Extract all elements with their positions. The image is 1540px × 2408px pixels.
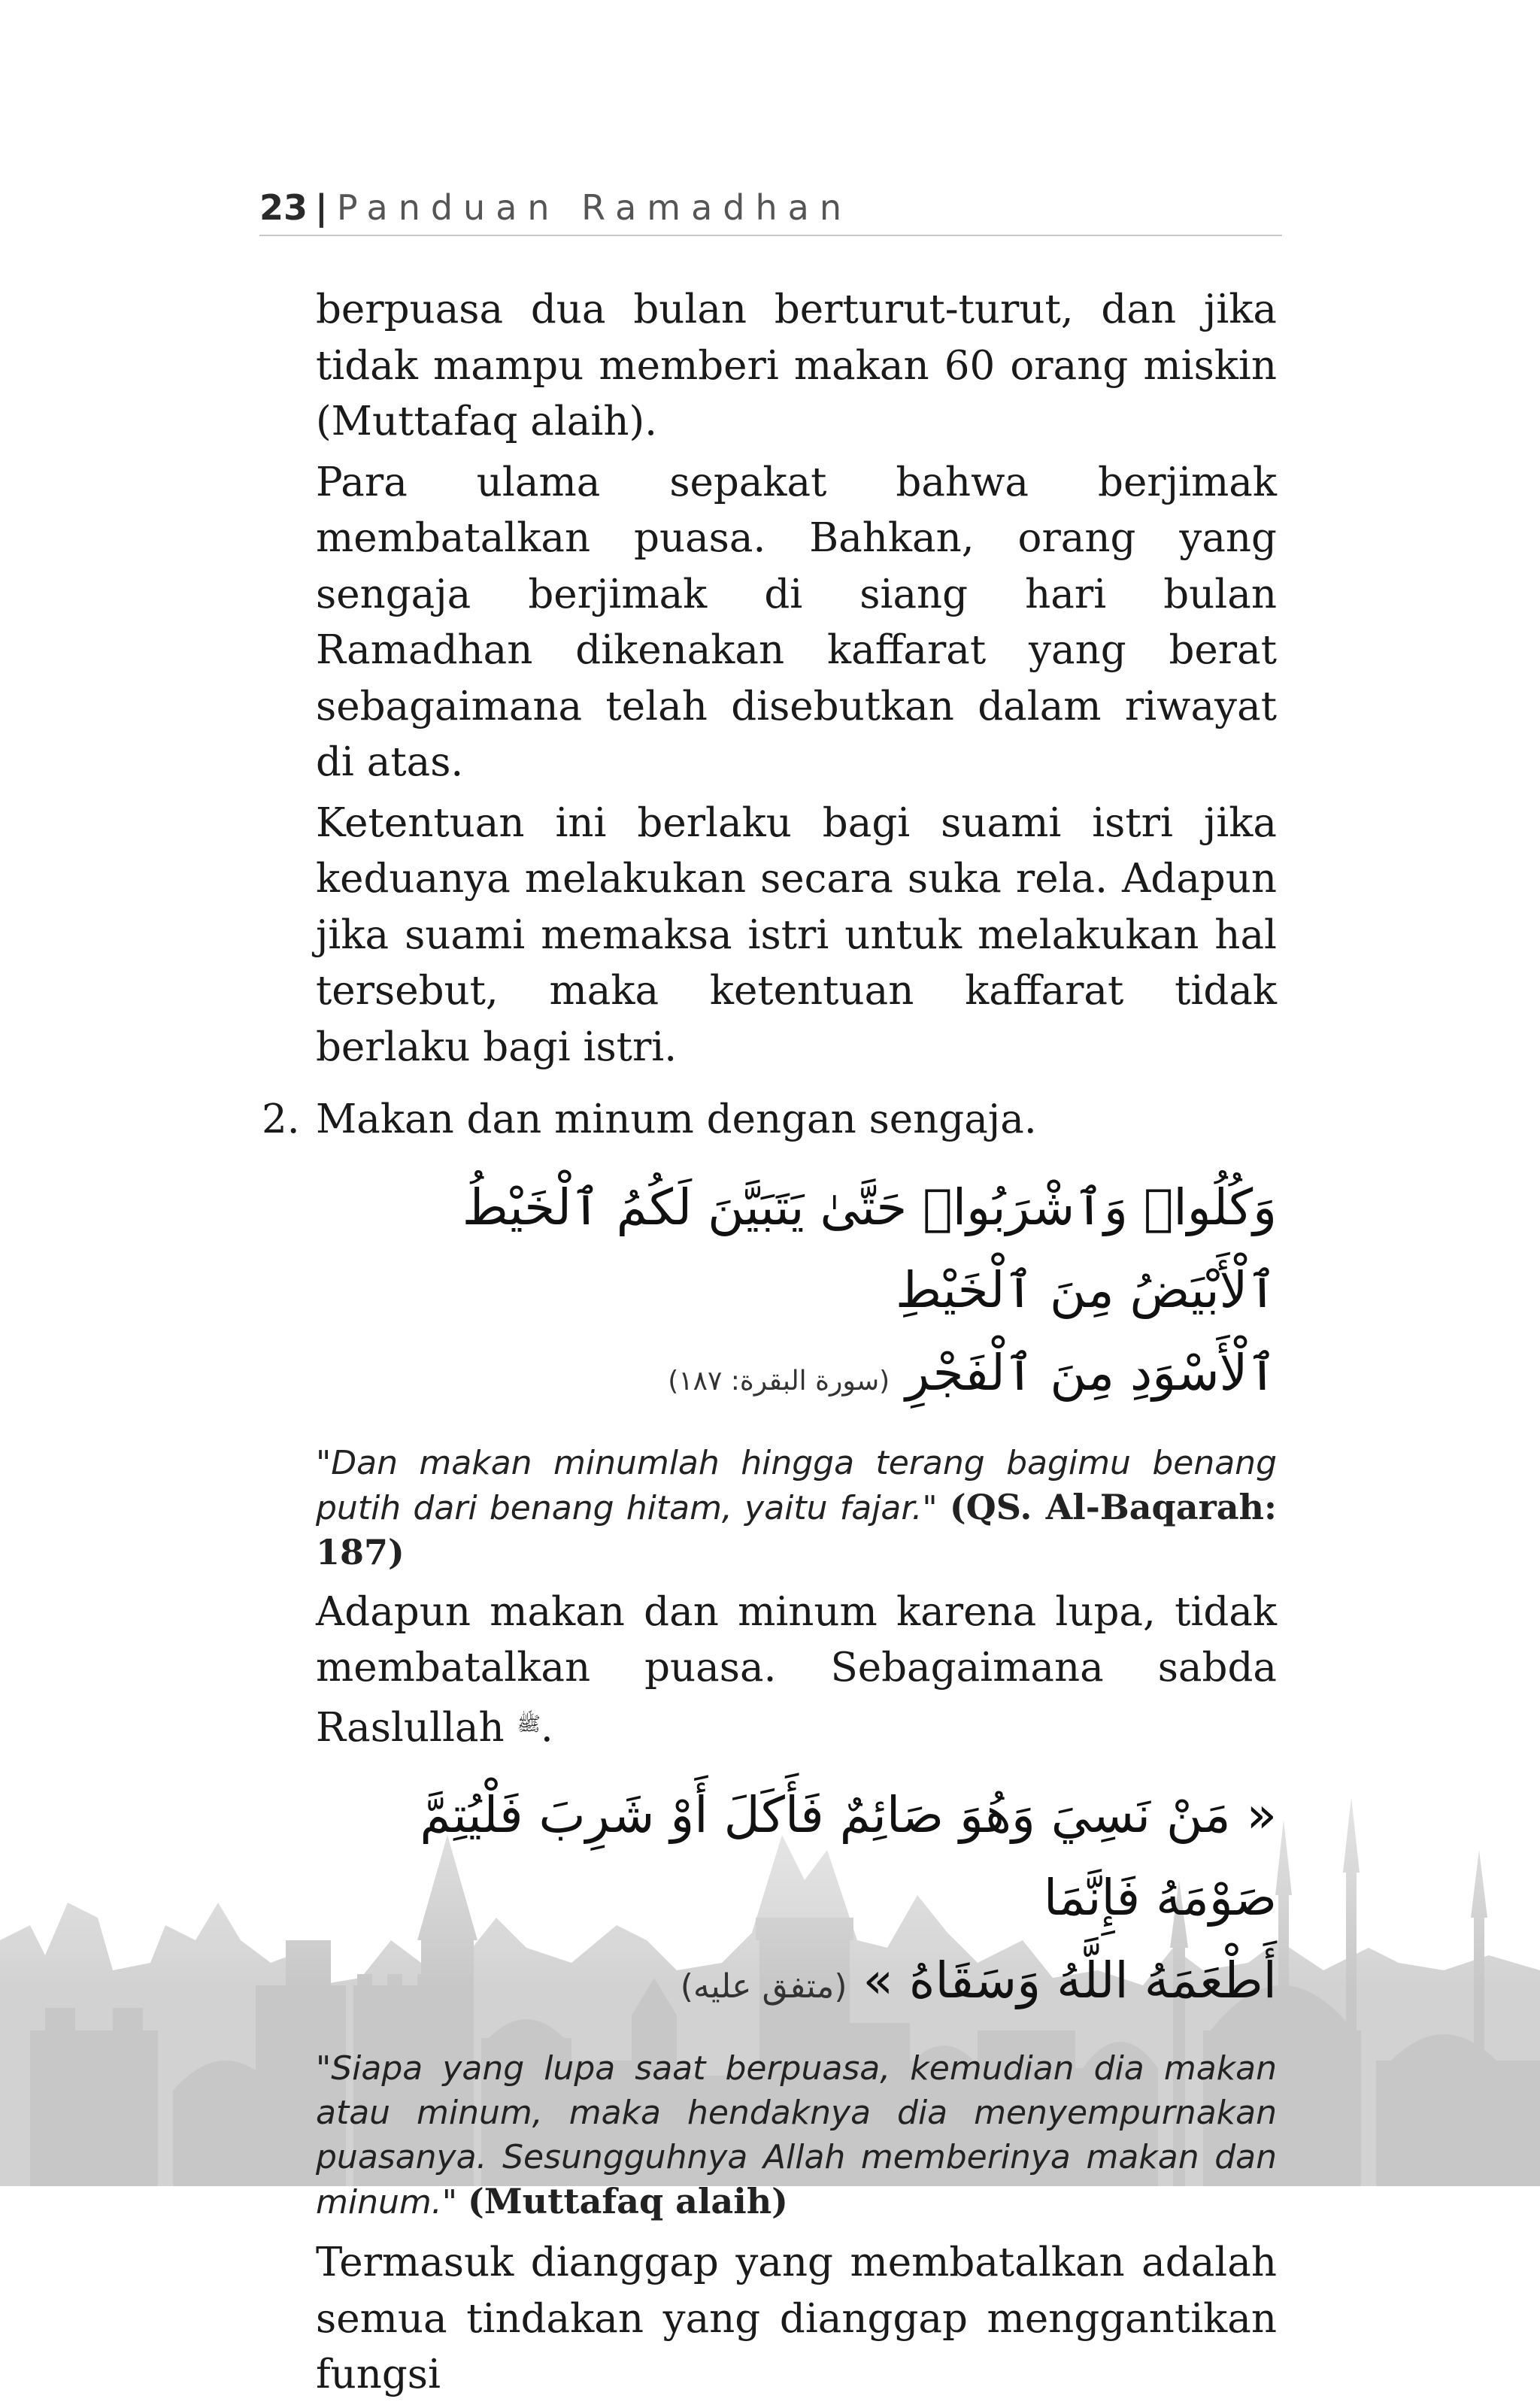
hadith-line-1: « مَنْ نَسِيَ وَهُوَ صَائِمٌ فَأَكَلَ أَوْ شَرِبَ فَلْيُتِمَّ صَوْمَهُ فَإِنَّمَا	[420, 1786, 1277, 1927]
book-title: Panduan Ramadhan	[336, 187, 852, 228]
hadith-reference: (Muttafaq alaih)	[467, 2181, 788, 2221]
list-item-2	[262, 1092, 1277, 1148]
paragraph-4	[316, 1585, 1277, 1757]
quran-verse-line-2-wrap	[316, 1332, 1277, 1423]
quran-verse-source: (سورة البقرة: ١٨٧)	[668, 1365, 890, 1397]
hadith-arabic	[316, 1774, 1277, 2028]
verse-translation	[316, 1441, 1277, 1576]
verse-reference: (QS. Al-Baqarah: 187)	[316, 1486, 1277, 1572]
paragraph-4-end: .	[540, 1704, 553, 1751]
quran-verse	[316, 1166, 1277, 1423]
hadith-line-2-wrap	[316, 1939, 1277, 2028]
hadith-source: (متفق عليه)	[680, 1967, 847, 2006]
verse-translation-text: "Dan makan minumlah hingga terang bagimu benang putih dari benang hitam, yaitu fajar."	[316, 1443, 1277, 1527]
page-number: 23	[259, 187, 308, 228]
quran-verse-line-2: ٱلْأَسْوَدِ مِنَ ٱلْفَجْرِ	[905, 1343, 1277, 1402]
paragraph-4-text: Adapun makan dan minum karena lupa, tidak membatalkan puasa. Sebagaimana sabda Raslullah	[316, 1588, 1277, 1751]
paragraph-1: berpuasa dua bulan berturut-turut, dan jika tidak mampu memberi makan 60 orang miskin (Muttafaq alaih).	[316, 287, 1277, 444]
hadith-translation	[316, 2046, 1277, 2225]
header-separator: |	[315, 187, 328, 228]
paragraph-5: Termasuk dianggap yang membatalkan adalah semua tindakan yang dianggap menggantikan fungsi	[316, 2240, 1277, 2397]
paragraph-2: Para ulama sepakat bahwa berjimak membatalkan puasa. Bahkan, orang yang sengaja berjimak di siang hari bulan Ramadhan dikenakan kaffarat yang berat sebagaimana telah disebutkan dalam riwayat di atas.	[316, 459, 1277, 785]
hadith-translation-text: "Siapa yang lupa saat berpuasa, kemudian dia makan atau minum, maka hendaknya dia menyempurnakan puasanya. Sesungguhnya Allah memberinya makan dan minum."	[316, 2049, 1277, 2221]
running-header	[259, 180, 1282, 236]
salawat-honorific: ﷺ	[517, 1712, 541, 1736]
hadith-line-2: أَطْعَمَهُ اللَّهُ وَسَقَاهُ »	[862, 1952, 1277, 2009]
page-body	[262, 282, 1277, 2408]
quran-verse-line-1: وَكُلُوا۟ وَٱشْرَبُوا۟ حَتَّىٰ يَتَبَيَّنَ لَكُمُ ٱلْخَيْطُ ٱلْأَبْيَضُ مِنَ ٱلْخَيْطِ	[462, 1178, 1277, 1319]
list-number: 2.	[262, 1096, 300, 1142]
paragraph-3: Ketentuan ini berlaku bagi suami istri jika keduanya melakukan secara suka rela. Adapun jika suami memaksa istri untuk melakukan hal tersebut, maka ketentuan kaffarat tidak berlaku bagi istri.	[316, 799, 1277, 1070]
list-item-text: Makan dan minum dengan sengaja.	[316, 1096, 1037, 1142]
